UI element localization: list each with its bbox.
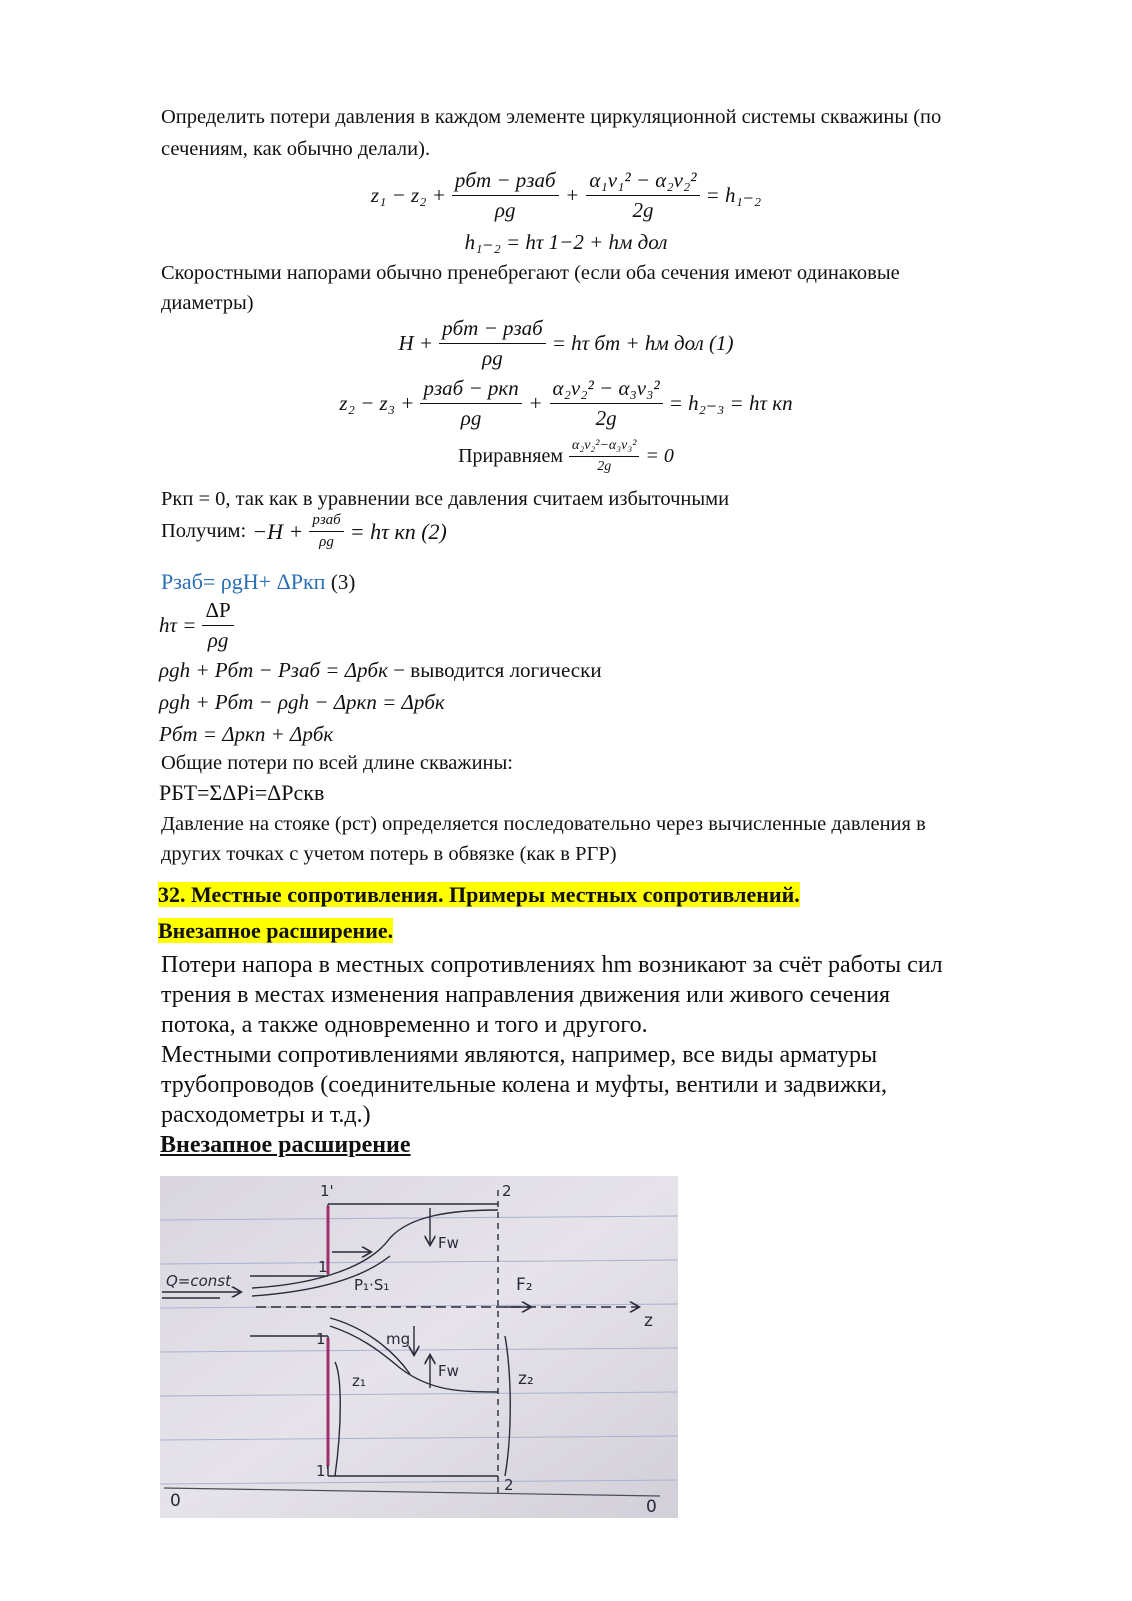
equation-bernoulli: z₁ − z₂ + $\frac{\text{pбт − pзаб}}{\rho g}$ + $\frac{\text{α₁v₁² − α₂v₂²}}{2g}$ = h₁₋₂	[370, 168, 762, 222]
equation-equate: Приравняем $\frac{\text{α₂v₂²−α₃v₃²}}{2g}$ = 0	[458, 438, 674, 474]
equation-substitution: ρgh + Pбт − ρgh − Δpкп = Δpбк	[159, 690, 445, 714]
equation-2: Получим: −H + $\frac{\text{pзаб}}{\rho g}$ = hτ кп (2)	[161, 512, 447, 550]
label-z1: z₁	[352, 1372, 366, 1390]
label-s1-low: 1	[316, 1330, 326, 1348]
equation-annulus: z₂ − z₃ + $\frac{\text{pзаб − pкп}}{\rho g}$ + $\frac{\text{α₂v₂² − α₃v₃²}}{2g}$ = h₂₋₃ = hτ кп	[339, 376, 793, 430]
body-p2-line-2: трубопроводов (соединительные колена и муфты, вентили и задвижки,	[161, 1072, 888, 1098]
label-z2: z₂	[518, 1369, 534, 1389]
velocity-note-line-1: Скоростными напорами обычно пренебрегают (если оба сечения имеют одинаковые	[161, 262, 900, 284]
label-f2: F₂	[516, 1275, 533, 1295]
label-s2-bot: 2	[504, 1476, 514, 1494]
body-p1-line-3: потока, а также одновременно и того и другого.	[161, 1012, 648, 1038]
intro-line-2: сечениям, как обычно делали).	[161, 138, 431, 160]
equation-pbt: Pбт = Δpкп + Δpбк	[159, 722, 334, 746]
label-s1-top: 1'	[320, 1182, 334, 1200]
label-q-const: Q=const	[166, 1272, 232, 1290]
total-losses-label: Общие потери по всей длине скважины:	[161, 752, 513, 774]
equation-head-loss: h₁₋₂ = hτ 1−2 + hм дол	[464, 230, 668, 254]
body-p2-line-1: Местными сопротивлениями являются, например, все виды арматуры	[161, 1042, 878, 1068]
label-s1-mid: 1	[318, 1258, 328, 1276]
label-axis-z: z	[644, 1311, 653, 1331]
section-heading-line-2: Внезапное расширение.	[158, 918, 394, 943]
equation-1: H + $\frac{\text{pбт − pзаб}}{\rho g}$ = hτ бт + hм дол (1)	[398, 316, 734, 370]
label-fw-top: Fw	[438, 1234, 459, 1252]
label-s2-top: 2	[502, 1182, 512, 1200]
body-p2-line-3: расходометры и т.д.)	[161, 1102, 371, 1128]
sudden-expansion-sketch	[160, 1176, 678, 1518]
velocity-note-line-2: диаметры)	[161, 292, 254, 314]
label-fw-bot: Fw	[438, 1362, 459, 1380]
label-o-right: 0	[646, 1497, 657, 1517]
body-p1-line-2: трения в местах изменения направления движения или живого сечения	[161, 982, 891, 1008]
pkp-note: Ркп = 0, так как в уравнении все давления считаем избыточными	[161, 488, 730, 510]
equation-total: РБТ=ΣΔРi=ΔРскв	[159, 780, 325, 805]
standpipe-line-2: других точках с учетом потерь в обвязке (как в РГР)	[161, 843, 617, 865]
standpipe-line-1: Давление на стояке (pст) определяется последовательно через вычисленные давления в	[161, 813, 926, 835]
subheading-sudden-expansion: Внезапное расширение	[160, 1132, 411, 1158]
section-heading-line-1: 32. Местные сопротивления. Примеры местных сопротивлений.	[158, 882, 800, 907]
label-s1-bot: 1'	[316, 1462, 330, 1480]
equation-logic: ρgh + Pбт − Pзаб = Δpбк − выводится логически	[159, 658, 602, 682]
equation-3: Рзаб= ρgH+ ΔРкп (3)	[161, 569, 356, 594]
label-o-left: 0	[170, 1491, 181, 1511]
equation-h-tau: hτ = $\frac{\Delta P}{\rho g}$	[159, 598, 234, 653]
label-mg: mg	[386, 1330, 411, 1348]
label-p1s1: P₁·S₁	[354, 1276, 390, 1294]
intro-line-1: Определить потери давления в каждом элементе циркуляционной системы скважины (по	[161, 106, 942, 128]
body-p1-line-1: Потери напора в местных сопротивлениях hm возникают за счёт работы сил	[161, 952, 943, 978]
